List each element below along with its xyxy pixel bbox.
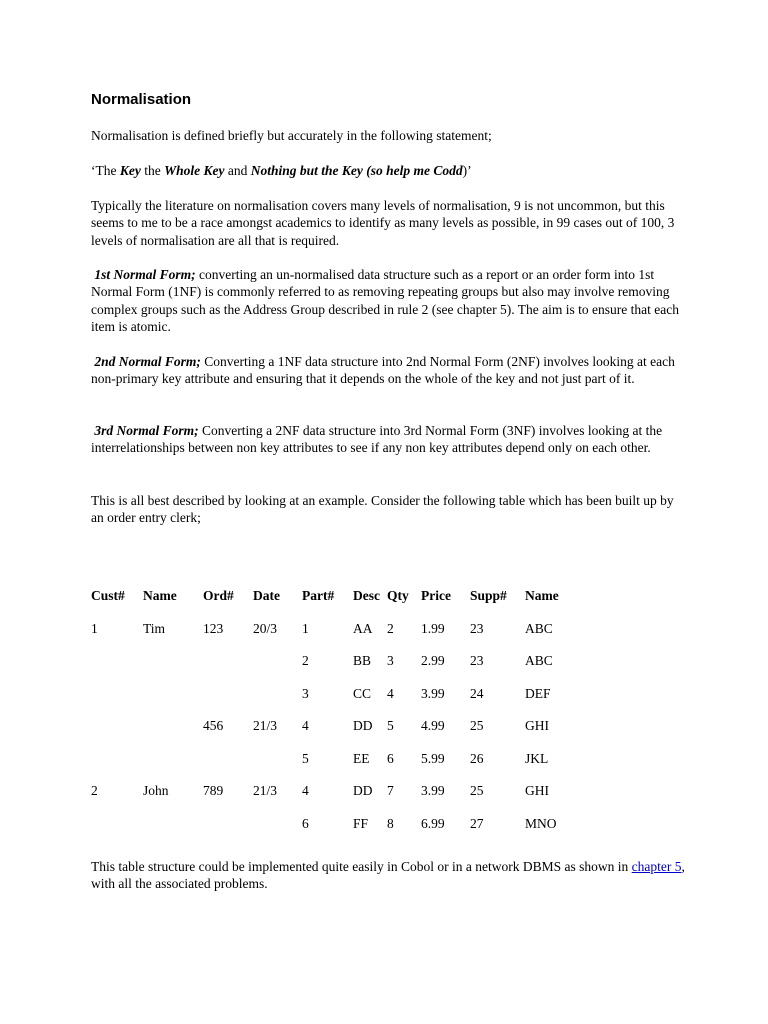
levels-paragraph: Typically the literature on normalisation covers many levels of normalisation, 9 is not uncommon, but this seems to me to be a race amongst academics to identify as many levels as possible, in 99 cases out of 100, 3 levels of normalisation are all that is required. (91, 198, 675, 248)
quote-whole-key: Whole Key (164, 163, 225, 178)
header-desc: Desc (353, 588, 380, 604)
header-ord-no: Ord# (203, 588, 234, 604)
header-qty: Qty (387, 588, 409, 604)
cell-cust-no: 1 (91, 620, 98, 636)
cell-date: 21/3 (253, 783, 278, 799)
nf1-heading: 1st Normal Form; (94, 267, 196, 282)
cell-supp-no: 24 (470, 685, 484, 701)
cell-ord-no (203, 645, 253, 678)
quote-close: )’ (462, 163, 472, 178)
cell-supp-name: DEF (525, 685, 551, 701)
quote-open: ‘The (91, 163, 120, 178)
header-price: Price (421, 588, 451, 604)
cell-qty: 5 (387, 718, 394, 734)
cell-supp-name: ABC (525, 620, 553, 636)
cell-part-no: 2 (302, 653, 309, 669)
cell-part-no: 4 (302, 783, 309, 799)
cell-price: 5.99 (421, 750, 445, 766)
header-supp-name: Name (525, 588, 559, 604)
cell-supp-no: 27 (470, 815, 484, 831)
table-row (91, 808, 585, 841)
nf3-paragraph (91, 422, 689, 457)
cell-part-no: 1 (302, 620, 309, 636)
cell-cust-name (143, 808, 203, 841)
cell-supp-name: JKL (525, 750, 549, 766)
cell-cust-no: 2 (91, 783, 98, 799)
cell-price: 2.99 (421, 653, 445, 669)
cell-qty: 3 (387, 653, 394, 669)
cell-date (253, 743, 302, 776)
cell-supp-no: 23 (470, 620, 484, 636)
cell-supp-no: 26 (470, 750, 484, 766)
cell-qty: 8 (387, 815, 394, 831)
codd-quote (91, 162, 689, 179)
header-cust-no: Cust# (91, 588, 125, 604)
cell-qty: 6 (387, 750, 394, 766)
nf2-heading: 2nd Normal Form; (94, 354, 201, 369)
cell-desc: EE (353, 750, 370, 766)
nf2-paragraph (91, 353, 689, 388)
cell-supp-no: 25 (470, 718, 484, 734)
cell-part-no: 4 (302, 718, 309, 734)
table-row (91, 613, 585, 646)
cell-ord-no (203, 743, 253, 776)
nf2-text: Converting a 1NF data structure into 2nd Normal Form (2NF) involves looking at each non-primary key attribute and ensuring that it depends on the whole of the key and not just part of it. (91, 354, 675, 387)
cell-qty: 2 (387, 620, 394, 636)
cell-supp-name: ABC (525, 653, 553, 669)
cell-qty: 7 (387, 783, 394, 799)
table-row (91, 678, 585, 711)
cell-cust-name (143, 710, 203, 743)
cell-supp-name: GHI (525, 783, 549, 799)
closing-after: , with all the associated problems. (91, 859, 685, 892)
cell-desc: BB (353, 653, 372, 669)
cell-price: 3.99 (421, 783, 445, 799)
cell-cust-no (91, 710, 143, 743)
cell-price: 6.99 (421, 815, 445, 831)
cell-ord-no: 456 (203, 718, 224, 734)
cell-date (253, 808, 302, 841)
cell-cust-no (91, 645, 143, 678)
table-row (91, 743, 585, 776)
table-row (91, 775, 585, 808)
cell-cust-no (91, 743, 143, 776)
cell-part-no: 5 (302, 750, 309, 766)
closing-paragraph (91, 858, 689, 893)
cell-price: 1.99 (421, 620, 445, 636)
cell-cust-no (91, 808, 143, 841)
cell-date (253, 645, 302, 678)
cell-desc: DD (353, 718, 373, 734)
table-row (91, 645, 585, 678)
cell-ord-no: 789 (203, 783, 224, 799)
cell-ord-no (203, 678, 253, 711)
cell-cust-name (143, 678, 203, 711)
closing-before: This table structure could be implemented quite easily in Cobol or in a network DBMS as shown in (91, 859, 632, 874)
cell-desc: CC (353, 685, 372, 701)
table-row (91, 710, 585, 743)
cell-desc: AA (353, 620, 373, 636)
cell-part-no: 3 (302, 685, 309, 701)
nf3-text: Converting a 2NF data structure into 3rd Normal Form (3NF) involves looking at the interrelationships between non key attributes to see if any non key attributes depend only on each other. (91, 423, 663, 456)
cell-cust-name (143, 743, 203, 776)
quote-nothing: Nothing but the Key (so help me Codd (250, 163, 463, 178)
cell-ord-no (203, 808, 253, 841)
cell-price: 3.99 (421, 685, 445, 701)
cell-qty: 4 (387, 685, 394, 701)
cell-date: 21/3 (253, 718, 278, 734)
order-table (91, 580, 585, 840)
quote-and: and (224, 163, 251, 178)
cell-supp-no: 23 (470, 653, 484, 669)
cell-date: 20/3 (253, 620, 278, 636)
cell-desc: FF (353, 815, 369, 831)
table-header-row (91, 580, 585, 613)
header-part-no: Part# (302, 588, 335, 604)
cell-cust-name (143, 645, 203, 678)
page-title: Normalisation (91, 91, 192, 108)
chapter-5-link[interactable]: chapter 5 (631, 859, 682, 874)
intro-paragraph: Normalisation is defined briefly but accurately in the following statement; (91, 128, 492, 143)
cell-supp-no: 25 (470, 783, 484, 799)
header-cust-name: Name (143, 588, 177, 604)
example-paragraph: This is all best described by looking at an example. Consider the following table which has been built up by an order entry clerk; (91, 493, 674, 526)
quote-the: the (140, 163, 165, 178)
header-date: Date (253, 588, 280, 604)
header-supp-no: Supp# (470, 588, 507, 604)
cell-supp-name: MNO (525, 815, 557, 831)
cell-date (253, 678, 302, 711)
cell-part-no: 6 (302, 815, 309, 831)
cell-ord-no: 123 (203, 620, 224, 636)
cell-cust-name: Tim (143, 620, 166, 636)
cell-cust-name: John (143, 783, 169, 799)
cell-price: 4.99 (421, 718, 445, 734)
cell-cust-no (91, 678, 143, 711)
nf1-text: converting an un-normalised data structure such as a report or an order form into 1st Normal Form (1NF) is commonly referred to as removing repeating groups but also may involve removing complex groups such as the Address Group described in rule 2 (see chapter 5). The aim is to ensure that each item is atomic. (91, 267, 679, 334)
nf3-heading: 3rd Normal Form; (94, 423, 199, 438)
quote-key: Key (119, 163, 141, 178)
cell-desc: DD (353, 783, 373, 799)
nf1-paragraph (91, 266, 689, 335)
cell-supp-name: GHI (525, 718, 549, 734)
